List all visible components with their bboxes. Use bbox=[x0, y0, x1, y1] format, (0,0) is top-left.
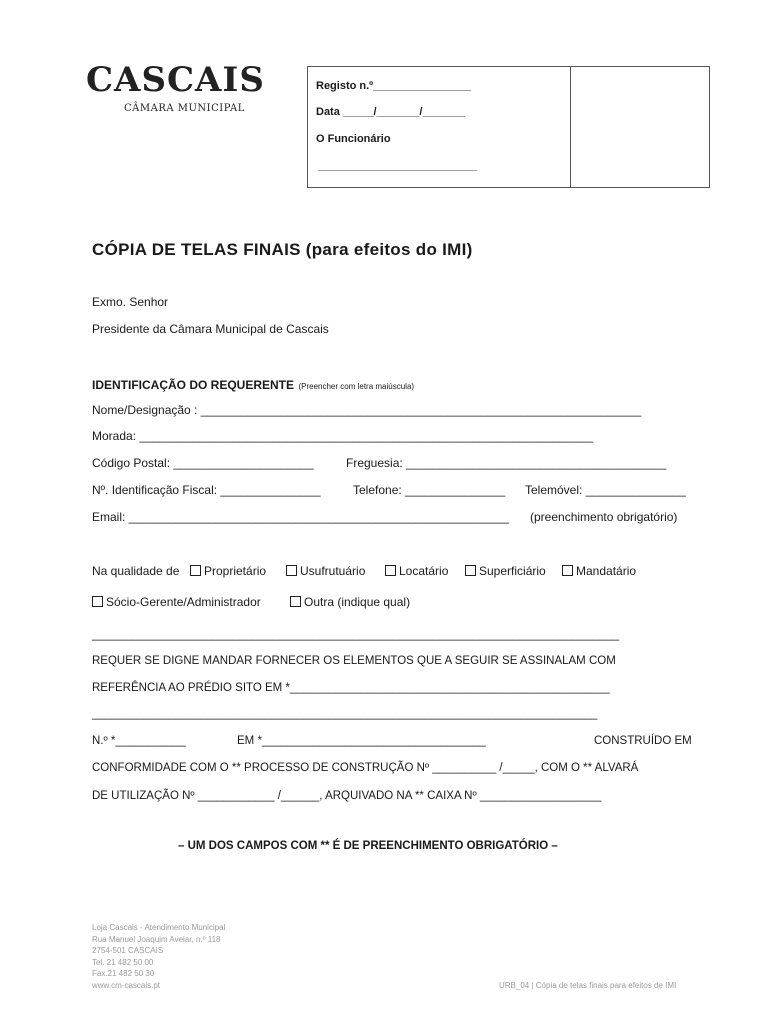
requer-line-5[interactable]: CONFORMIDADE COM O ** PROCESSO DE CONSTRUÇÃO Nº __________ /_____, COM O ** ALVARÁ bbox=[92, 762, 639, 774]
checkbox-icon bbox=[190, 565, 201, 576]
footer-doc-ref: URB_04 | Cópia de telas finais para efeitos de IMI bbox=[499, 981, 677, 990]
telefone-field[interactable]: Telefone: _______________ bbox=[353, 483, 506, 497]
checkbox-label: Usufrutuário bbox=[300, 564, 366, 578]
checkbox-icon bbox=[465, 565, 476, 576]
checkbox-icon bbox=[385, 565, 396, 576]
footer-line: Rua Manuel Joaquim Avelar, n.º 118 bbox=[92, 934, 221, 944]
checkbox-locatario[interactable] bbox=[385, 564, 448, 578]
registry-clerk-label: O Funcionário bbox=[316, 133, 391, 145]
greeting-line-1: Exmo. Senhor bbox=[92, 295, 169, 309]
requer-line-3[interactable]: _______________________________________________________________________________ bbox=[92, 708, 598, 720]
checkbox-label: Sócio-Gerente/Administrador bbox=[106, 595, 261, 609]
section-hint: (Preencher com letra maiúscula) bbox=[298, 382, 415, 391]
registry-clerk-signature-line: __________________________ bbox=[318, 160, 478, 172]
section-heading: IDENTIFICAÇÃO DO REQUERENTE bbox=[92, 378, 295, 392]
checkbox-label: Locatário bbox=[399, 564, 449, 578]
section-requerente bbox=[92, 376, 414, 394]
checkbox-mandatario[interactable] bbox=[562, 564, 636, 578]
requer-line-6[interactable]: DE UTILIZAÇÃO Nº ____________ /______, ARQUIVADO NA ** CAIXA Nº ___________________ bbox=[92, 790, 602, 802]
numero-field[interactable]: N.º *___________ bbox=[92, 735, 186, 747]
checkbox-usufrutuario[interactable] bbox=[286, 564, 365, 578]
logo-subtitle: CÂMARA MUNICIPAL bbox=[124, 103, 245, 114]
checkbox-outra[interactable] bbox=[290, 595, 410, 609]
footer-line: Tel. 21 482 50 00 bbox=[92, 957, 154, 967]
registry-date: Data _____/_______/_______ bbox=[316, 106, 466, 118]
qualidade-prefix: Na qualidade de bbox=[92, 564, 180, 578]
greeting-line-2: Presidente da Câmara Municipal de Cascais bbox=[92, 322, 329, 336]
codigo-postal-field[interactable]: Código Postal: _____________________ bbox=[92, 456, 314, 470]
checkbox-socio-gerente[interactable] bbox=[92, 595, 261, 609]
checkbox-icon bbox=[562, 565, 573, 576]
checkbox-label: Mandatário bbox=[576, 564, 637, 578]
construido-label: CONSTRUÍDO EM bbox=[594, 735, 692, 747]
separator-line: _______________________________________________________________________________ bbox=[92, 627, 620, 641]
checkbox-icon bbox=[290, 596, 301, 607]
cascais-logo: CASCAIS bbox=[86, 60, 265, 100]
mandatory-notice: – UM DOS CAMPOS COM ** É DE PREENCHIMENTO OBRIGATÓRIO – bbox=[178, 840, 558, 852]
footer-line: Loja Cascais - Atendimento Municipal bbox=[92, 923, 226, 932]
registry-stamp-box bbox=[569, 66, 710, 188]
checkbox-label: Outra (indique qual) bbox=[304, 595, 411, 609]
checkbox-label: Proprietário bbox=[204, 564, 267, 578]
footer-address bbox=[92, 922, 225, 991]
nome-field[interactable]: Nome/Designação : __________________________________________________________________ bbox=[92, 403, 642, 417]
checkbox-icon bbox=[286, 565, 297, 576]
checkbox-label: Superficiário bbox=[479, 564, 546, 578]
footer-website: www.cm-cascais.pt bbox=[92, 980, 161, 990]
em-field[interactable]: EM *___________________________________ bbox=[237, 735, 486, 747]
telemovel-field[interactable]: Telemóvel: _______________ bbox=[525, 483, 686, 497]
page-title: CÓPIA DE TELAS FINAIS (para efeitos do IMI) bbox=[92, 240, 473, 259]
email-field[interactable]: Email: _________________________________________________________ bbox=[92, 510, 510, 524]
requer-line-1: REQUER SE DIGNE MANDAR FORNECER OS ELEMENTOS QUE A SEGUIR SE ASSINALAM COM bbox=[92, 655, 616, 667]
registry-number: Registo n.º________________ bbox=[316, 80, 472, 92]
checkbox-superficiario[interactable] bbox=[465, 564, 546, 578]
morada-field[interactable]: Morada: ____________________________________________________________________ bbox=[92, 429, 594, 443]
footer-line: Fax.21 482 50 30 bbox=[92, 969, 155, 978]
checkbox-proprietario[interactable] bbox=[190, 564, 266, 578]
email-note: (preenchimento obrigatório) bbox=[530, 510, 678, 524]
nif-field[interactable]: Nº. Identificação Fiscal: _______________ bbox=[92, 483, 321, 497]
checkbox-icon bbox=[92, 596, 103, 607]
requer-line-2[interactable]: REFERÊNCIA AO PRÉDIO SITO EM *__________________________________________________ bbox=[92, 682, 610, 694]
freguesia-field[interactable]: Freguesia: _______________________________________ bbox=[346, 456, 667, 470]
footer-line: 2754-501 CASCAIS bbox=[92, 946, 164, 955]
